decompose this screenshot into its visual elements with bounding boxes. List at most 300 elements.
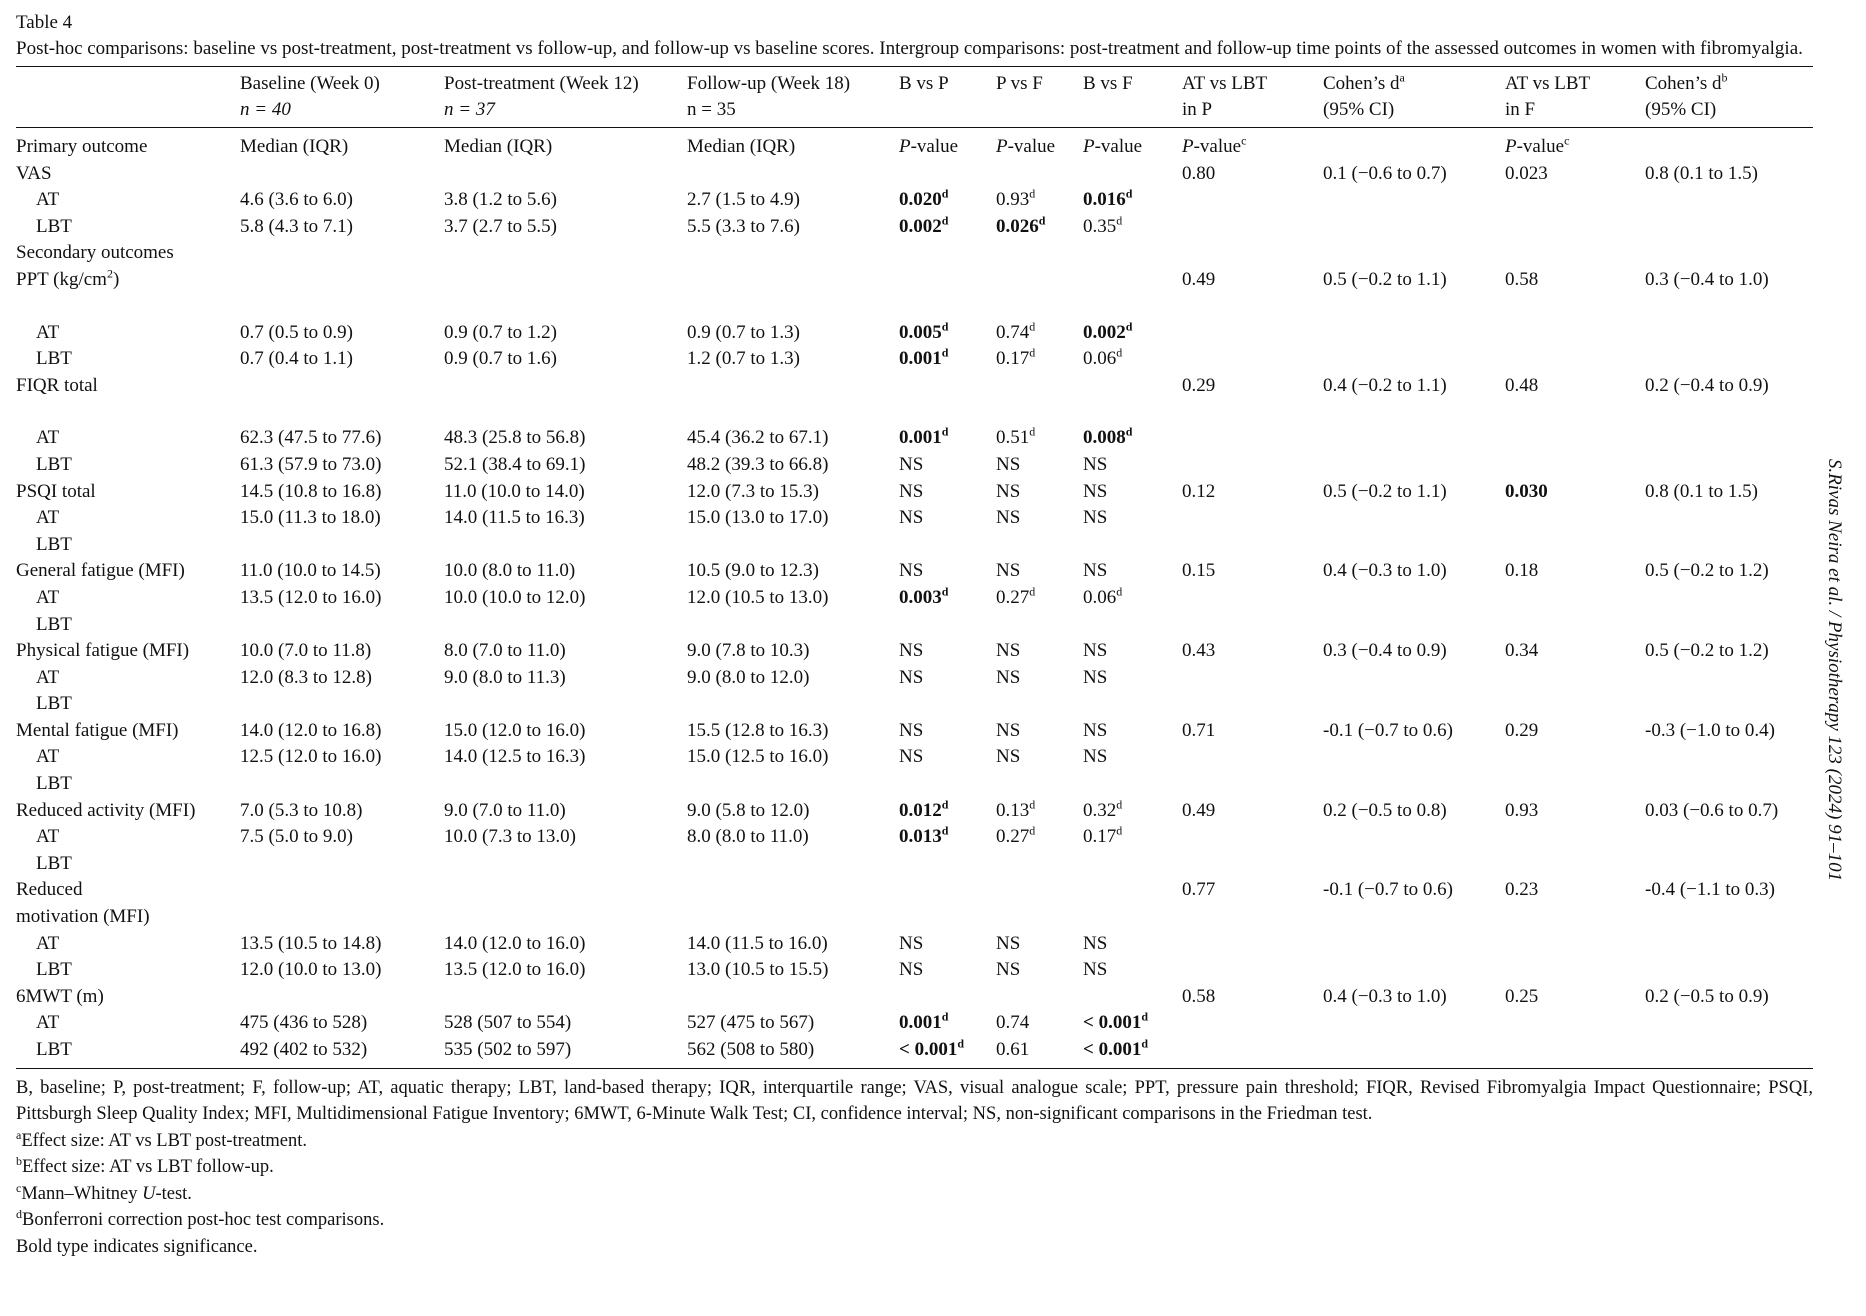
cell-c3: 562 (508 to 580) xyxy=(687,1039,815,1060)
cell-c9: 0.93 xyxy=(1505,799,1539,821)
cell-c9: 0.23 xyxy=(1505,879,1539,901)
cell-c9 xyxy=(1505,505,1645,532)
cell-c7 xyxy=(1182,240,1323,267)
cell-c3: 14.0 (11.5 to 16.0) xyxy=(687,932,828,954)
cell-c6 xyxy=(1083,877,1182,904)
row-label: LBT xyxy=(36,215,72,237)
header-at-vs-lbt-f: AT vs LBT in F xyxy=(1505,73,1591,120)
cell-c2 xyxy=(444,877,687,904)
cell-c2: 10.0 (8.0 to 11.0) xyxy=(444,560,576,582)
cell-c10 xyxy=(1645,691,1813,718)
cell-c7: 0.12 xyxy=(1182,480,1216,502)
cell-c5: NS xyxy=(996,932,1021,954)
cell-c1 xyxy=(240,851,444,878)
cell-c3 xyxy=(687,691,899,718)
cell-c4: NS xyxy=(899,480,924,502)
cell-c6 xyxy=(1083,691,1182,718)
row-label: AT xyxy=(36,826,60,848)
cell-c2: 15.0 (12.0 to 16.0) xyxy=(444,719,586,741)
cell-c1: 11.0 (10.0 to 14.5) xyxy=(240,560,381,582)
cell-c3: 10.5 (9.0 to 12.3) xyxy=(687,560,819,582)
cell-c6: NS xyxy=(1083,560,1108,582)
cell-c10 xyxy=(1645,187,1813,214)
cell-c5 xyxy=(996,691,1083,718)
cell-c6 xyxy=(1083,771,1182,798)
cell-c6: 0.016$^d$ xyxy=(1083,186,1133,211)
table-row xyxy=(16,771,1813,798)
cell-c4 xyxy=(899,240,996,267)
cell-c10: 0.03 (−0.6 to 0.7) xyxy=(1645,799,1779,821)
cell-c3: 1.2 (0.7 to 1.3) xyxy=(687,348,800,370)
footnote-b: $^b$Effect size: AT vs LBT follow-up. xyxy=(16,1153,274,1178)
header-b-vs-p: B vs P xyxy=(899,73,949,94)
cell-c10 xyxy=(1645,957,1813,984)
cell-c1: 7.0 (5.3 to 10.8) xyxy=(240,799,363,821)
footnote-bold: Bold type indicates significance. xyxy=(16,1236,258,1257)
table-row xyxy=(16,612,1813,639)
cell-c7: 0.43 xyxy=(1182,640,1216,662)
cell-c9 xyxy=(1505,904,1645,931)
cell-c8 xyxy=(1323,1037,1505,1068)
cell-c7 xyxy=(1182,824,1323,851)
cell-c4 xyxy=(899,532,996,559)
cell-c3 xyxy=(687,877,899,904)
cell-c3: 527 (475 to 567) xyxy=(687,1012,815,1034)
cell-c7 xyxy=(1182,691,1323,718)
cell-c4 xyxy=(899,984,996,1011)
cell-c6: < 0.001$^d$ xyxy=(1083,1010,1149,1034)
cell-c2: 9.0 (8.0 to 11.3) xyxy=(444,666,566,688)
cell-c7 xyxy=(1182,320,1323,347)
cell-c10: 0.3 (−0.4 to 1.0) xyxy=(1645,268,1769,290)
cell-c8: 0.4 (−0.2 to 1.1) xyxy=(1323,374,1447,396)
cell-c2: 11.0 (10.0 to 14.0) xyxy=(444,480,585,502)
cell-c6: 0.32$^d$ xyxy=(1083,797,1123,821)
cell-c2: 9.0 (7.0 to 11.0) xyxy=(444,799,566,821)
cell-c5: 0.026$^d$ xyxy=(996,213,1046,237)
cell-c9 xyxy=(1505,187,1645,214)
cell-c10 xyxy=(1645,532,1813,559)
subheader-median: Median (IQR) xyxy=(240,136,349,157)
cell-c5 xyxy=(996,771,1083,798)
cell-c4: 0.020$^d$ xyxy=(899,186,949,211)
cell-c7 xyxy=(1182,346,1323,373)
subheader-row xyxy=(16,128,1813,161)
cell-c10 xyxy=(1645,771,1813,798)
cell-c5: 0.17$^d$ xyxy=(996,345,1036,370)
cell-c8 xyxy=(1323,771,1505,798)
table-row xyxy=(16,1010,1813,1037)
cell-c5: NS xyxy=(996,640,1021,662)
table-row xyxy=(16,824,1813,851)
cell-c1: 13.5 (10.5 to 14.8) xyxy=(240,932,382,954)
cell-c5: 0.27$^d$ xyxy=(996,823,1036,848)
table-row xyxy=(16,1037,1813,1068)
cell-c6: NS xyxy=(1083,507,1108,529)
cell-c1: 61.3 (57.9 to 73.0) xyxy=(240,453,382,475)
cell-c1: 5.8 (4.3 to 7.1) xyxy=(240,215,353,237)
cell-c3: 15.5 (12.8 to 16.3) xyxy=(687,719,829,741)
cell-c10: 0.5 (−0.2 to 1.2) xyxy=(1645,640,1769,662)
cell-c5: NS xyxy=(996,560,1021,582)
cell-c7 xyxy=(1182,505,1323,532)
table-row xyxy=(16,452,1813,479)
cell-c6: NS xyxy=(1083,640,1108,662)
cell-c7 xyxy=(1182,904,1323,931)
cell-c3: 9.0 (8.0 to 12.0) xyxy=(687,666,810,688)
cell-c6 xyxy=(1083,373,1182,400)
cell-c7: 0.49 xyxy=(1182,268,1216,290)
header-row xyxy=(16,67,1813,128)
cell-c3: 5.5 (3.3 to 7.6) xyxy=(687,215,800,237)
cell-c10 xyxy=(1645,851,1813,878)
cell-c9 xyxy=(1505,744,1645,771)
cell-c4: NS xyxy=(899,666,924,688)
cell-c5: NS xyxy=(996,719,1021,741)
cell-c4: NS xyxy=(899,932,924,954)
cell-c3: 45.4 (36.2 to 67.1) xyxy=(687,427,829,449)
cell-c1 xyxy=(240,161,444,188)
cell-c8 xyxy=(1323,612,1505,639)
cell-c6: 0.008$^d$ xyxy=(1083,425,1133,449)
cell-c1: 0.7 (0.5 to 0.9) xyxy=(240,321,353,343)
cell-c4 xyxy=(899,904,996,931)
cell-c9 xyxy=(1505,771,1645,798)
cell-c8 xyxy=(1323,851,1505,878)
cell-c6: NS xyxy=(1083,666,1108,688)
cell-c9 xyxy=(1505,425,1645,452)
table-row xyxy=(16,665,1813,692)
cell-c8 xyxy=(1323,214,1505,241)
cell-c10 xyxy=(1645,612,1813,639)
cell-c7: 0.58 xyxy=(1182,985,1216,1007)
header-at-vs-lbt-p: AT vs LBT in P xyxy=(1182,73,1268,120)
row-label: AT xyxy=(36,189,60,211)
table-row xyxy=(16,638,1813,665)
row-label: LBT xyxy=(36,348,72,370)
cell-c10 xyxy=(1645,346,1813,373)
cell-c4: NS xyxy=(899,746,924,768)
cell-c5: NS xyxy=(996,959,1021,981)
header-outcome xyxy=(16,67,240,128)
subheader-pvalue: P-value xyxy=(996,136,1056,157)
cell-c1: 15.0 (11.3 to 18.0) xyxy=(240,507,381,529)
cell-c5 xyxy=(996,532,1083,559)
cell-c9 xyxy=(1505,691,1645,718)
cell-c10 xyxy=(1645,1037,1813,1068)
cell-c8 xyxy=(1323,585,1505,612)
cell-c1 xyxy=(240,877,444,904)
cell-c8 xyxy=(1323,824,1505,851)
table-row xyxy=(16,320,1813,347)
cell-c5 xyxy=(996,984,1083,1011)
header-cohens-d-b: Cohen’s $d^b$ (95% CI) xyxy=(1645,70,1728,120)
cell-c3: 12.0 (10.5 to 13.0) xyxy=(687,586,829,608)
cell-c3: 2.7 (1.5 to 4.9) xyxy=(687,189,800,211)
cell-c9 xyxy=(1505,214,1645,241)
table-row xyxy=(16,346,1813,373)
cell-c4 xyxy=(899,612,996,639)
cell-c1 xyxy=(240,984,444,1011)
cell-c9 xyxy=(1505,851,1645,878)
row-label: Reduced activity (MFI) xyxy=(16,799,196,821)
cell-c2 xyxy=(444,984,687,1011)
cell-c4: 0.005$^d$ xyxy=(899,319,949,343)
cell-c7 xyxy=(1182,425,1323,452)
cell-c2: 14.0 (11.5 to 16.3) xyxy=(444,507,585,529)
table-row xyxy=(16,214,1813,241)
cell-c5: 0.13$^d$ xyxy=(996,797,1036,821)
cell-c2 xyxy=(444,904,687,931)
table-row xyxy=(16,161,1813,188)
table-row xyxy=(16,744,1813,771)
cell-c1: 492 (402 to 532) xyxy=(240,1039,368,1060)
cell-c5: NS xyxy=(996,453,1021,475)
cell-c5: NS xyxy=(996,480,1021,502)
cell-c6: NS xyxy=(1083,453,1108,475)
cell-c1: 12.0 (10.0 to 13.0) xyxy=(240,959,382,981)
row-label: AT xyxy=(36,507,60,529)
cell-c3 xyxy=(687,161,899,188)
cell-c7 xyxy=(1182,665,1323,692)
cell-c8 xyxy=(1323,931,1505,958)
subheader-pvalue: P-value xyxy=(899,136,959,157)
cell-c1 xyxy=(240,612,444,639)
cell-c9 xyxy=(1505,240,1645,267)
cell-c5 xyxy=(996,267,1083,294)
footnote-a: $^a$Effect size: AT vs LBT post-treatment. xyxy=(16,1127,307,1151)
cell-c6: 0.002$^d$ xyxy=(1083,319,1133,343)
cell-c5 xyxy=(996,851,1083,878)
row-label: LBT xyxy=(36,453,72,475)
cell-c6 xyxy=(1083,161,1182,188)
cell-c3: 9.0 (7.8 to 10.3) xyxy=(687,640,810,662)
table-row xyxy=(16,505,1813,532)
table-row xyxy=(16,691,1813,718)
cell-c6: < 0.001$^d$ xyxy=(1083,1036,1149,1060)
cell-c6: NS xyxy=(1083,480,1108,502)
cell-c2 xyxy=(444,267,687,294)
abbreviations-note: B, baseline; P, post-treatment; F, follow-up; AT, aquatic therapy; LBT, land-based therapy; IQR, interquartile range; VAS, visual analogue scale; PPT, pressure pain threshold; FIQR, Revised Fibromyalgia Impact Questionnaire; PSQI, Pittsburgh Sleep Quality Index; MFI, Multidimensional Fatigue Inventory; 6MWT, 6-Minute Walk Test; CI, confidence interval; NS, non-significant comparisons in the Friedman test. xyxy=(16,1077,1813,1125)
cell-c3: 9.0 (5.8 to 12.0) xyxy=(687,799,810,821)
cell-c3 xyxy=(687,904,899,931)
cell-c8 xyxy=(1323,904,1505,931)
cell-c3: 15.0 (12.5 to 16.0) xyxy=(687,746,829,768)
table-body xyxy=(16,128,1813,1069)
cell-c7: 0.80 xyxy=(1182,162,1216,184)
header-b-vs-f: B vs F xyxy=(1083,73,1133,94)
footnote-d: $^d$Bonferroni correction post-hoc test comparisons. xyxy=(16,1206,385,1231)
cell-c10 xyxy=(1645,744,1813,771)
cell-c6 xyxy=(1083,904,1182,931)
row-label: LBT xyxy=(36,773,72,795)
subheader-pvalue-mw: P-value$^c$ xyxy=(1505,133,1570,157)
table-label: Table 4 xyxy=(16,12,73,33)
cell-c2: 528 (507 to 554) xyxy=(444,1012,572,1034)
cell-c2 xyxy=(444,612,687,639)
cell-c9: 0.29 xyxy=(1505,719,1539,741)
row-label: AT xyxy=(36,427,60,449)
cell-c6: NS xyxy=(1083,932,1108,954)
cell-c4: NS xyxy=(899,507,924,529)
cell-c5: 0.27$^d$ xyxy=(996,584,1036,608)
table-row xyxy=(16,931,1813,958)
cell-c10 xyxy=(1645,665,1813,692)
cell-c2: 3.8 (1.2 to 5.6) xyxy=(444,189,557,211)
cell-c8 xyxy=(1323,452,1505,479)
cell-c9: 0.030 xyxy=(1505,480,1548,502)
cell-c7 xyxy=(1182,744,1323,771)
cell-c7: 0.77 xyxy=(1182,879,1216,901)
cell-c1 xyxy=(240,240,444,267)
table-caption: Post-hoc comparisons: baseline vs post-treatment, post-treatment vs follow-up, and follow-up vs baseline scores. Intergroup comparisons: post-treatment and follow-up time points of the assessed outcomes in women with fibromyalgia. xyxy=(16,38,1803,59)
cell-c4: < 0.001$^d$ xyxy=(899,1036,965,1060)
table-row xyxy=(16,425,1813,452)
cell-c8: 0.2 (−0.5 to 0.8) xyxy=(1323,799,1447,821)
cell-c8 xyxy=(1323,691,1505,718)
cell-c10 xyxy=(1645,452,1813,479)
cell-c3: 15.0 (13.0 to 17.0) xyxy=(687,507,829,529)
cell-c8 xyxy=(1323,744,1505,771)
cell-c6 xyxy=(1083,851,1182,878)
row-label: 6MWT (m) xyxy=(16,985,104,1007)
table-row xyxy=(16,718,1813,745)
cell-c4: NS xyxy=(899,453,924,475)
cell-c8 xyxy=(1323,957,1505,984)
cell-c7 xyxy=(1182,1037,1323,1068)
cell-c6 xyxy=(1083,532,1182,559)
cell-c6: 0.06$^d$ xyxy=(1083,345,1123,370)
cell-c1: 4.6 (3.6 to 6.0) xyxy=(240,189,353,211)
cell-c4: NS xyxy=(899,719,924,741)
cell-c4 xyxy=(899,161,996,188)
row-label: Reduced xyxy=(16,879,83,901)
table-row xyxy=(16,558,1813,585)
cell-c5 xyxy=(996,612,1083,639)
cell-c9 xyxy=(1505,665,1645,692)
cell-c1: 12.5 (12.0 to 16.0) xyxy=(240,746,382,768)
cell-c3 xyxy=(687,851,899,878)
cell-c4: 0.001$^d$ xyxy=(899,425,949,449)
cell-c8: 0.5 (−0.2 to 1.1) xyxy=(1323,268,1447,290)
row-label: LBT xyxy=(36,852,72,874)
cell-c4: 0.012$^d$ xyxy=(899,797,949,821)
header-follow-up: Follow-up (Week 18) n = 35 xyxy=(687,73,851,120)
cell-c9: 0.58 xyxy=(1505,268,1539,290)
subheader-pvalue: P-value xyxy=(1083,136,1143,157)
cell-c5: 0.51$^d$ xyxy=(996,425,1036,449)
row-label: AT xyxy=(36,932,60,954)
cell-c7 xyxy=(1182,585,1323,612)
footnote-c: $^c$Mann–Whitney U-test. xyxy=(16,1180,192,1204)
cell-c2: 10.0 (7.3 to 13.0) xyxy=(444,826,576,848)
table-row xyxy=(16,373,1813,400)
cell-c10: -0.4 (−1.1 to 0.3) xyxy=(1645,879,1775,901)
cell-c1 xyxy=(240,691,444,718)
cell-c8 xyxy=(1323,240,1505,267)
cell-c4: NS xyxy=(899,959,924,981)
table-row xyxy=(16,904,1813,931)
cell-c10 xyxy=(1645,931,1813,958)
cell-c8 xyxy=(1323,1010,1505,1037)
row-label: General fatigue (MFI) xyxy=(16,560,185,582)
cell-c8 xyxy=(1323,532,1505,559)
row-label: LBT xyxy=(36,613,72,635)
cell-c7 xyxy=(1182,1010,1323,1037)
cell-c5: NS xyxy=(996,666,1021,688)
cell-c2: 0.9 (0.7 to 1.6) xyxy=(444,348,557,370)
cell-c5: 0.93$^d$ xyxy=(996,186,1036,211)
cell-c10: 0.8 (0.1 to 1.5) xyxy=(1645,162,1758,184)
row-label: PSQI total xyxy=(16,480,96,502)
table-row xyxy=(16,851,1813,878)
table-row xyxy=(16,479,1813,506)
cell-c6 xyxy=(1083,240,1182,267)
cell-c8 xyxy=(1323,505,1505,532)
cell-c2 xyxy=(444,851,687,878)
row-label: Secondary outcomes xyxy=(16,242,174,264)
cell-c1 xyxy=(240,771,444,798)
row-label: AT xyxy=(36,321,60,343)
cell-c3: 12.0 (7.3 to 15.3) xyxy=(687,480,819,502)
cell-c2 xyxy=(444,532,687,559)
cell-c7 xyxy=(1182,532,1323,559)
table-row xyxy=(16,585,1813,612)
cell-c8: -0.1 (−0.7 to 0.6) xyxy=(1323,879,1453,901)
cell-c4: 0.013$^d$ xyxy=(899,823,949,848)
cell-c2 xyxy=(444,161,687,188)
cell-c3 xyxy=(687,373,899,400)
header-baseline: Baseline (Week 0) n = 40 xyxy=(240,73,380,120)
cell-c4: 0.002$^d$ xyxy=(899,213,949,237)
cell-c1: 14.5 (10.8 to 16.8) xyxy=(240,480,382,502)
cell-c10: 0.8 (0.1 to 1.5) xyxy=(1645,480,1758,502)
cell-c4 xyxy=(899,771,996,798)
cell-c3: 48.2 (39.3 to 66.8) xyxy=(687,453,829,475)
cell-c9 xyxy=(1505,320,1645,347)
cell-c2: 13.5 (12.0 to 16.0) xyxy=(444,959,586,981)
cell-c5 xyxy=(996,904,1083,931)
cell-c10 xyxy=(1645,824,1813,851)
cell-c2: 535 (502 to 597) xyxy=(444,1039,572,1060)
cell-c9 xyxy=(1505,824,1645,851)
header-cohens-d-a: Cohen’s $d^a$ (95% CI) xyxy=(1323,70,1405,120)
cell-c2: 3.7 (2.7 to 5.5) xyxy=(444,215,557,237)
cell-c4: 0.003$^d$ xyxy=(899,584,949,608)
cell-c9 xyxy=(1505,1037,1645,1068)
row-label: PPT $(kg/cm^2)$ xyxy=(16,266,120,290)
table-row xyxy=(16,187,1813,214)
cell-c8: 0.5 (−0.2 to 1.1) xyxy=(1323,480,1447,502)
cell-c4: 0.001$^d$ xyxy=(899,345,949,370)
cell-c2: 0.9 (0.7 to 1.2) xyxy=(444,321,557,343)
cell-c7: 0.15 xyxy=(1182,560,1216,582)
header-post-treatment: Post-treatment (Week 12) n = 37 xyxy=(444,73,639,120)
table-row xyxy=(16,798,1813,825)
cell-c9 xyxy=(1505,452,1645,479)
cell-c6: 0.06$^d$ xyxy=(1083,584,1123,608)
cell-c9 xyxy=(1505,1010,1645,1037)
cell-c7 xyxy=(1182,851,1323,878)
cell-c3 xyxy=(687,267,899,294)
cell-c4 xyxy=(899,877,996,904)
cell-c10 xyxy=(1645,585,1813,612)
cell-c8: 0.4 (−0.3 to 1.0) xyxy=(1323,560,1447,582)
cell-c2: 14.0 (12.0 to 16.0) xyxy=(444,932,586,954)
cell-c4 xyxy=(899,691,996,718)
cell-c10: 0.5 (−0.2 to 1.2) xyxy=(1645,560,1769,582)
cell-c9: 0.25 xyxy=(1505,985,1539,1007)
